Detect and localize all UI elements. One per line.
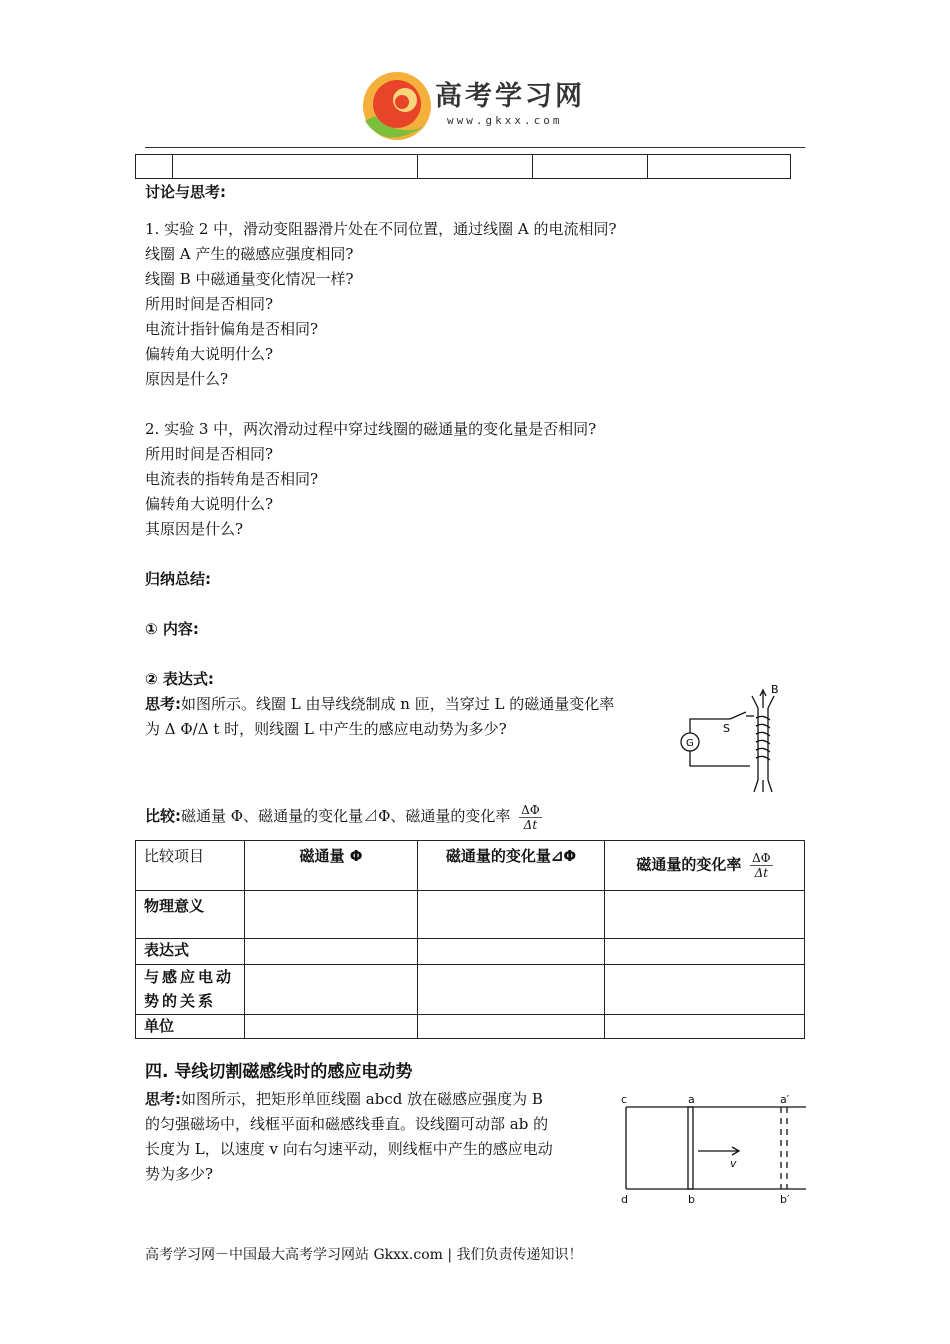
rod-ab (688, 1107, 693, 1189)
table-cell (173, 155, 418, 179)
table-cell (136, 155, 173, 179)
summary-content-label: ① 内容: (145, 620, 199, 638)
think1-line2: 为 Δ Φ/Δ t 时，则线圈 L 中产生的感应电动势为多少? (145, 720, 507, 738)
table-cell (418, 891, 605, 939)
q2-line: 2. 实验 3 中，两次滑动过程中穿过线圈的磁通量的变化量是否相同? (145, 420, 597, 438)
table-header-cell: 磁通量 Φ (245, 841, 418, 891)
table-cell (605, 939, 805, 965)
fig-label-c: c (621, 1093, 628, 1106)
table-header-cell-rate (605, 841, 805, 891)
q2-line: 电流表的指转角是否相同? (145, 470, 319, 488)
rod-final-dashed (781, 1107, 787, 1189)
table-cell (418, 939, 605, 965)
fig-label-a: a (688, 1093, 695, 1106)
table-header-text: 磁通量的变化率 (636, 855, 742, 874)
fig-label-d: d (621, 1193, 628, 1205)
fraction-numerator: ΔΦ (521, 802, 540, 817)
think1-line1 (145, 692, 614, 717)
summary-expression-label: ② 表达式: (145, 670, 214, 688)
wire (690, 744, 750, 766)
table-cell (418, 1015, 605, 1039)
switch-lever (730, 712, 746, 719)
row-label: 与感应电动势的关系 (136, 965, 245, 1015)
header-rule (145, 147, 805, 148)
table-cell (605, 1015, 805, 1039)
top-table (135, 154, 791, 179)
row-label: 表达式 (136, 939, 245, 965)
table-row (136, 965, 805, 1015)
think1-label: 思考: (145, 695, 181, 713)
fraction-numerator: ΔΦ (752, 851, 771, 865)
compare-line (145, 798, 542, 834)
field-lines (752, 692, 774, 792)
think1-text: 如图所示。线圈 L 由导线绕制成 n 匝，当穿过 L 的磁通量变化率 (181, 695, 615, 713)
fraction-denominator: Δt (523, 817, 538, 832)
fig-label-b: B (771, 684, 779, 696)
rate-fraction (519, 803, 542, 832)
table-header-cell: 磁通量的变化量⊿Φ (418, 841, 605, 891)
table-cell (245, 939, 418, 965)
table-cell (245, 891, 418, 939)
section4-label: 思考: (145, 1090, 181, 1108)
table-cell (245, 965, 418, 1015)
logo-icon (355, 66, 440, 146)
logo-url: www.gkxx.com (447, 114, 563, 127)
table-row (136, 891, 805, 939)
header-logo (355, 66, 605, 146)
table-row (136, 939, 805, 965)
table-cell (605, 965, 805, 1015)
q1-line: 线圈 B 中磁通量变化情况一样? (145, 270, 354, 288)
q1-line: 所用时间是否相同? (145, 295, 274, 313)
coil-figure (678, 684, 790, 794)
compare-table (135, 840, 805, 1039)
q1-line: 1. 实验 2 中，滑动变阻器滑片处在不同位置，通过线圈 A 的电流相同? (145, 220, 617, 238)
section4-line: 的匀强磁场中，线框平面和磁感线垂直。设线圈可动部 ab 的 (145, 1115, 549, 1133)
discussion-heading: 讨论与思考: (145, 183, 226, 201)
table-row (136, 1015, 805, 1039)
section4-line1 (145, 1087, 543, 1112)
table-cell (605, 891, 805, 939)
compare-label: 比较: (145, 807, 181, 825)
row-label: 单位 (136, 1015, 245, 1039)
fig-label-b-prime: b′ (780, 1193, 790, 1205)
table-header-row (136, 841, 805, 891)
section4-heading: 四. 导线切割磁感线时的感应电动势 (145, 1062, 413, 1082)
fig-label-v: v (730, 1157, 737, 1170)
q1-line: 电流计指针偏角是否相同? (145, 320, 319, 338)
frame-figure (618, 1093, 808, 1205)
q1-line: 偏转角大说明什么? (145, 345, 274, 363)
logo-title: 高考学习网 (435, 81, 585, 112)
rate-fraction (750, 851, 773, 880)
section4-line: 势为多少? (145, 1165, 214, 1183)
q1-line: 原因是什么? (145, 370, 229, 388)
row-label: 物理意义 (136, 891, 245, 939)
table-cell (418, 965, 605, 1015)
table-cell (533, 155, 648, 179)
table-cell (245, 1015, 418, 1039)
q1-line: 线圈 A 产生的磁感应强度相同? (145, 245, 354, 263)
fraction-denominator: Δt (754, 866, 769, 880)
compare-text: 磁通量 Φ、磁通量的变化量⊿Φ、磁通量的变化率 (181, 807, 511, 825)
table-cell (648, 155, 791, 179)
fig-label-g: G (686, 738, 694, 749)
table-header-cell: 比较项目 (136, 841, 245, 891)
section4-line: 长度为 L，以速度 v 向右匀速平动，则线框中产生的感应电动 (145, 1140, 553, 1158)
summary-heading: 归纳总结: (145, 570, 211, 588)
section4-text: 如图所示，把矩形单匝线圈 abcd 放在磁感应强度为 B (181, 1090, 543, 1108)
q2-line: 偏转角大说明什么? (145, 495, 274, 513)
q2-line: 其原因是什么? (145, 520, 244, 538)
footer-text: 高考学习网－中国最大高考学习网站 Gkxx.com | 我们负责传递知识！ (145, 1247, 583, 1263)
fig-label-a-prime: a′ (780, 1093, 790, 1106)
fig-label-s: S (723, 722, 730, 735)
table-cell (418, 155, 533, 179)
q2-line: 所用时间是否相同? (145, 445, 274, 463)
fig-label-b: b (688, 1193, 695, 1205)
